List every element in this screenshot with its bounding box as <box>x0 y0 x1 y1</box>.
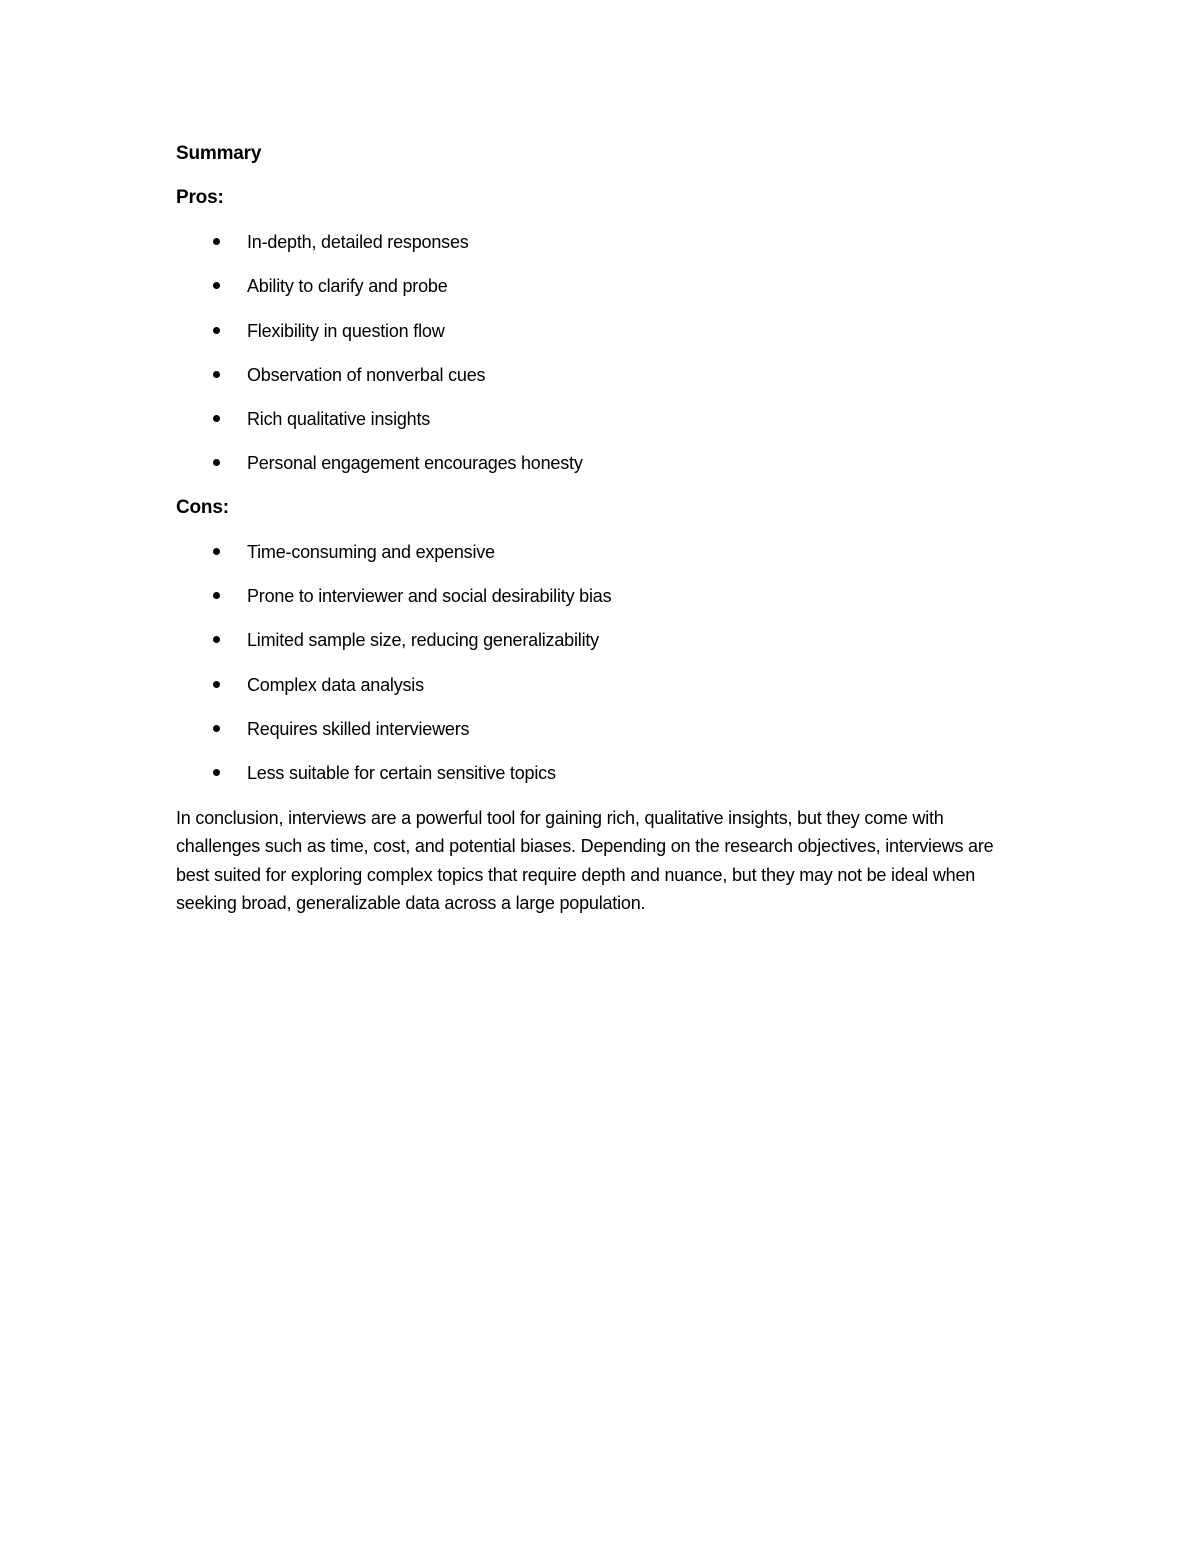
list-item-text: Ability to clarify and probe <box>247 276 448 297</box>
bullet-icon <box>213 725 220 732</box>
list-item <box>176 272 1036 300</box>
bullet-icon <box>213 769 220 776</box>
bullet-icon <box>213 548 220 555</box>
list-item <box>176 626 1036 654</box>
cons-heading: Cons: <box>176 496 229 518</box>
list-item-text: In-depth, detailed responses <box>247 232 469 252</box>
bullet-icon <box>213 371 220 378</box>
list-item-text: Observation of nonverbal cues <box>247 364 486 385</box>
summary-heading: Summary <box>176 143 262 164</box>
list-item <box>176 582 1036 610</box>
cons-list <box>176 538 1036 787</box>
list-item <box>176 317 1036 345</box>
list-item <box>176 538 1036 566</box>
bullet-icon <box>213 415 220 422</box>
list-item-text: Personal engagement encourages honesty <box>247 453 583 474</box>
list-item-text: Limited sample size, reducing generalizability <box>247 630 599 651</box>
list-item <box>176 759 1036 787</box>
list-item <box>176 449 1036 477</box>
bullet-icon <box>213 636 220 643</box>
bullet-icon <box>213 282 220 289</box>
pros-heading: Pros: <box>176 187 224 208</box>
list-item <box>176 228 1036 256</box>
bullet-icon <box>213 459 220 466</box>
list-item <box>176 405 1036 433</box>
bullet-icon <box>213 592 220 599</box>
list-item-text: Complex data analysis <box>247 674 424 695</box>
list-item-text: Prone to interviewer and social desirability bias <box>247 586 612 607</box>
list-item <box>176 361 1036 389</box>
bullet-icon <box>213 681 220 688</box>
list-item-text: Flexibility in question flow <box>247 320 445 341</box>
document-content <box>176 140 1036 918</box>
list-item-text: Less suitable for certain sensitive topics <box>247 763 556 784</box>
conclusion-paragraph: In conclusion, interviews are a powerful tool for gaining rich, qualitative insights, but they come with challenges such as time, cost, and potential biases. Depending on the research objectives, interviews are best suited for exploring complex topics that require depth and nuance, but they may not be ideal when seeking broad, generalizable data across a large population. <box>176 807 994 914</box>
pros-list <box>176 228 1036 477</box>
list-item-text: Time-consuming and expensive <box>247 541 495 562</box>
bullet-icon <box>213 238 220 245</box>
list-item-text: Requires skilled interviewers <box>247 718 470 739</box>
list-item <box>176 671 1036 699</box>
list-item-text: Rich qualitative insights <box>247 409 431 430</box>
bullet-icon <box>213 327 220 334</box>
list-item <box>176 715 1036 743</box>
